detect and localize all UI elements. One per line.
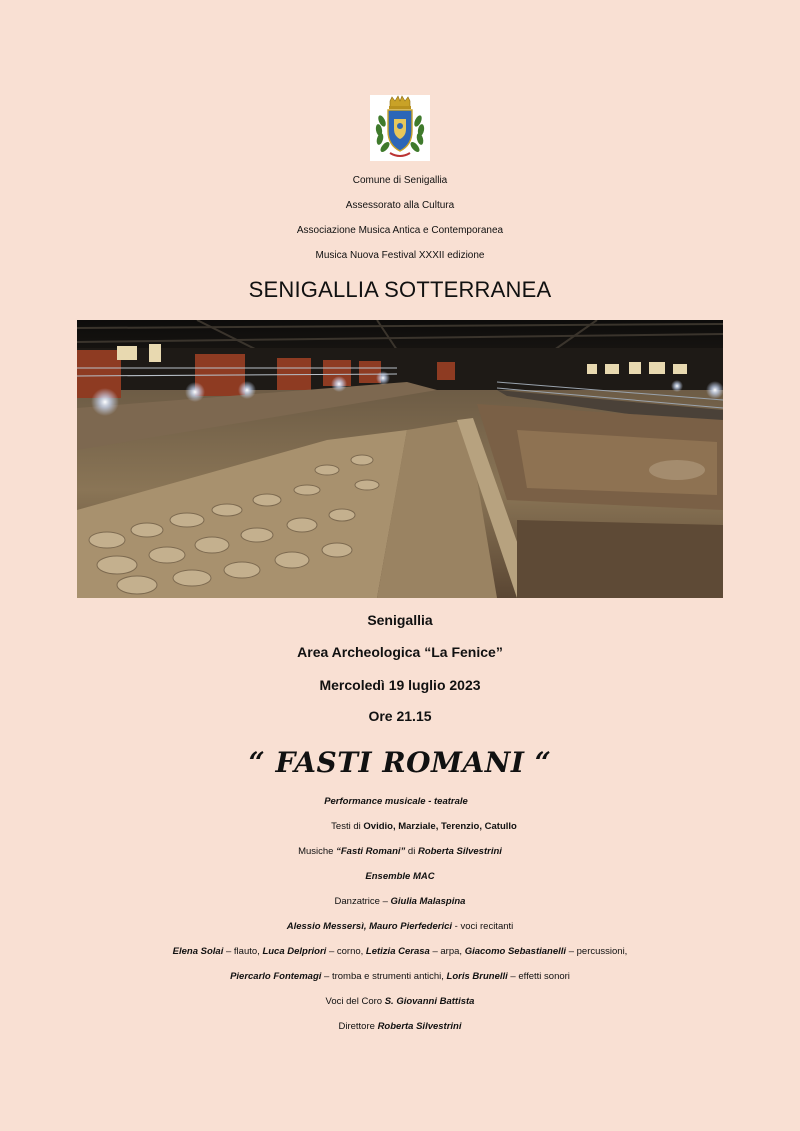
musician-role: – percussioni, [566,946,628,957]
show-title: “ FASTI ROMANI “ [248,746,552,779]
city-coat-of-arms-logo [370,95,430,161]
credit-musicians-line-1 [0,946,800,958]
header-line-associazione: Associazione Musica Antica e Contemporanea [296,225,504,236]
credit-dancer-prefix: Danzatrice – [334,896,391,907]
credit-choir-prefix: Voci del Coro [325,996,385,1007]
credit-actors-names: Alessio Messersì, Mauro Pierfederici [286,921,453,932]
credit-dancer [0,896,800,908]
musician-name: Loris Brunelli [446,971,508,982]
musician-role: – arpa, [429,946,465,957]
credit-texts [24,821,800,833]
credit-choir [0,996,800,1008]
header-line-festival: Musica Nuova Festival XXXII edizione [315,250,485,261]
musician-role: – flauto, [223,946,263,957]
credit-music-by: di [405,846,418,857]
musician-name: Letizia Cerasa [365,946,430,957]
header-line-comune: Comune di Senigallia [352,175,448,186]
event-time: Ore 21.15 [368,708,432,724]
credit-music-prefix: Musiche [298,846,337,857]
archaeological-site-photo [77,320,723,598]
credit-dancer-name: Giulia Malaspina [390,896,466,907]
credit-choir-name: S. Giovanni Battista [384,996,475,1007]
credit-director [0,1021,800,1033]
credit-actors [0,921,800,933]
credit-ensemble: Ensemble MAC [365,871,435,882]
credit-actors-suffix: - voci recitanti [452,921,514,932]
page-title: SENIGALLIA SOTTERRANEA [248,277,552,302]
musician-name: Luca Delpriori [262,946,327,957]
coat-of-arms-icon [370,95,430,161]
credit-director-name: Roberta Silvestrini [377,1021,462,1032]
credit-texts-authors: Ovidio, Marziale, Terenzio, Catullo [363,821,517,832]
musician-role: – tromba e strumenti antichi, [321,971,447,982]
musician-role: – effetti sonori [507,971,570,982]
credit-performance: Performance musicale - teatrale [324,796,468,807]
event-city: Senigallia [367,612,433,628]
header-line-assessorato: Assessorato alla Cultura [345,200,455,211]
event-venue: Area Archeologica “La Fenice” [297,644,503,660]
credit-musicians-line-2 [0,971,800,983]
credit-music [0,846,800,858]
credit-director-prefix: Direttore [338,1021,378,1032]
credit-music-author: Roberta Silvestrini [417,846,502,857]
musician-role: – corno, [326,946,366,957]
musician-name: Piercarlo Fontemagi [230,971,322,982]
event-date: Mercoledì 19 luglio 2023 [319,677,481,693]
musician-name: Elena Solai [172,946,224,957]
credit-texts-prefix: Testi di [331,821,364,832]
musician-name: Giacomo Sebastianelli [464,946,567,957]
credit-music-title: “Fasti Romani” [336,846,406,857]
